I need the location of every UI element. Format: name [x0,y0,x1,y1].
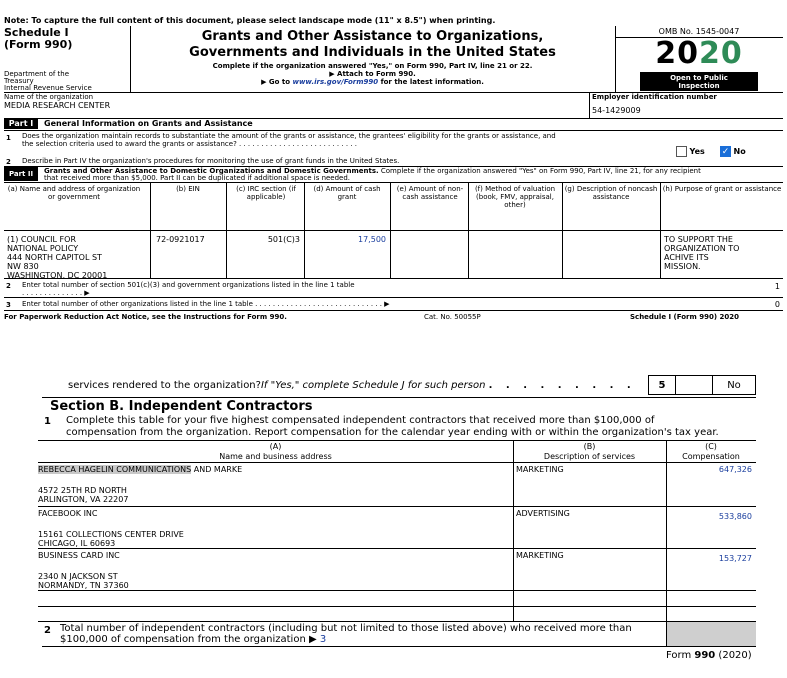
yes-checkbox[interactable] [676,146,687,157]
q1-no-option[interactable]: ✓ No [721,147,746,157]
part-ii-title: Grants and Other Assistance to Domestic Organizations and Domestic Governments. Complete if the organization answered "Yes" on Form 990, Part IV, line 21, for any recipient [44,167,701,175]
q1-text-a: Does the organization maintain records to substantiate the amount of the grants or assistance, the grantees' eligibility for the grants or assistance, and [22,132,556,140]
line2-text: Enter total number of section 501(c)(3) and government organizations listed in the line 1 table [22,281,355,289]
svc-question: services rendered to the organization?If "Yes," complete Schedule J for such person . . . . . . . . . [68,380,636,391]
omb-number: OMB No. 1545-0047 [658,27,740,36]
form-label: (Form 990) [4,38,73,51]
ein-label: Employer identification number [592,93,717,101]
catalog-number: Cat. No. 50055P [424,313,481,321]
col-header-b: (b) EIN [176,185,200,193]
contractor-compensation: 533,860 [718,512,752,521]
col-header-g: (g) Description of noncash assistance [564,185,658,201]
grant-row-recipient: (1) COUNCIL FOR NATIONAL POLICY 444 NORTH CAPITOL ST NW 830 WASHINGTON, DC 20001 [7,235,108,280]
contractor-address-2: CHICAGO, IL 60693 [38,539,116,548]
line3-value: 0 [774,300,780,309]
tax-year: 2020 [655,36,743,71]
form-subtitle-1: Complete if the organization answered "Yes," on Form 990, Part IV, line 21 or 22. [212,62,533,70]
form-title-2: Governments and Individuals in the United States [189,45,556,60]
col-header-h: (h) Purpose of grant or assistance [662,185,782,193]
b2-value: 3 [319,634,327,645]
grant-row-irc: 501(C)3 [267,235,300,244]
form-subtitle-2: ▶ Attach to Form 990. [329,70,416,78]
contractor-service: MARKETING [516,465,564,474]
contractor-address-1: 2340 N JACKSON ST [38,572,118,581]
grant-row-cash: 17,500 [358,235,386,244]
contractor-address-2: ARLINGTON, VA 22207 [38,495,129,504]
contractor-address-1: 4572 25TH RD NORTH [38,486,127,495]
contractor-compensation: 153,727 [718,554,752,563]
no-checkbox[interactable]: ✓ [721,147,730,157]
part-ii-tag: Part II [4,167,38,181]
col-header-d: (d) Amount of cash grant [313,185,381,201]
line2-dots: . . . . . . . . . . . . . . ▶ [22,289,90,297]
contractor-address-2: NORMANDY, TN 37360 [38,581,129,590]
contractor-address-1: 15161 COLLECTIONS CENTER DRIVE [38,530,184,539]
part-i-tag: Part I [4,119,38,129]
dept-line-1: Department of the [4,70,70,78]
contractor-name: FACEBOOK INC [38,509,98,518]
b1-number: 1 [44,416,51,427]
col-a-subheader: Name and business address [219,452,332,461]
col-b-subheader: Description of services [543,452,636,461]
form-title-1: Grants and Other Assistance to Organizations, [201,29,544,44]
line5-answer: No [712,375,756,395]
open-to-public-badge: Open to Public Inspection [640,72,758,91]
b1-text-a: Complete this table for your five highest compensated independent contractors that received more than $100,000 of [66,415,655,426]
q2-number: 2 [6,158,11,166]
contractor-compensation: 647,326 [718,465,752,474]
schedule-label: Schedule I [4,26,69,39]
form-footer: Form 990 (2020) [666,650,752,661]
contractor-name: REBECCA HAGELIN COMMUNICATIONS AND MARKE [38,465,243,474]
line2-number: 2 [6,282,11,290]
paperwork-notice: For Paperwork Reduction Act Notice, see the Instructions for Form 990. [4,313,287,321]
grant-row-purpose: TO SUPPORT THE ORGANIZATION TO ACHIVE ITS MISSION. [664,235,740,271]
irs-link[interactable]: www.irs.gov/Form990 [292,78,379,86]
org-name: MEDIA RESEARCH CENTER [4,101,111,110]
q1-yes-option[interactable]: Yes [676,146,705,157]
col-a-header: (A) [269,442,282,451]
grants-table [4,182,783,278]
col-header-a: (a) Name and address of organization or government [7,185,141,201]
col-header-c: (c) IRC section (if applicable) [236,185,296,201]
col-b-header: (B) [583,442,596,451]
b2-text-a: Total number of independent contractors (including but not limited to those listed above) who received more than [60,623,632,634]
contractor-name: BUSINESS CARD INC [38,551,120,560]
q2-text: Describe in Part IV the organization's procedures for monitoring the use of grant funds in the United States. [22,157,400,165]
grant-row-ein: 72-0921017 [156,235,205,244]
q1-number: 1 [6,134,11,142]
contractor-service: MARKETING [516,551,564,560]
col-c-subheader: Compensation [682,452,740,461]
section-b-title: Section B. Independent Contractors [50,399,313,414]
line3-text: Enter total number of other organizations listed in the line 1 table . . . . . . . . . . . . . . . . . . . . . . . . . . . . . ▶ [22,300,390,308]
q1-text-b: the selection criteria used to award the grants or assistance? . . . . . . . . . . . . . . . . . . . . . . . . . . . [22,140,357,148]
col-header-e: (e) Amount of non-cash assistance [396,185,464,201]
line2-value: 1 [774,282,780,291]
part-i-title: General Information on Grants and Assistance [44,119,253,128]
contractor-service: ADVERTISING [516,509,570,518]
form-subtitle-3: ▶ Go to www.irs.gov/Form990 for the latest information. [261,78,484,86]
b1-text-b: compensation from the organization. Report compensation for the calendar year ending with or within the organization's tax year. [66,427,719,438]
schedule-footer: Schedule I (Form 990) 2020 [630,313,739,321]
org-name-label: Name of the organization [4,93,94,101]
col-header-f: (f) Method of valuation (book, FMV, appraisal, other) [474,185,556,209]
print-note: Note: To capture the full content of this document, please select landscape mode (11" x 8.5") when printing. [4,16,496,25]
part-ii-title-2: that received more than $5,000. Part II can be duplicated if additional space is needed. [44,174,351,182]
b2-number: 2 [44,625,51,636]
line5-number: 5 [648,375,676,395]
contractors-table [38,440,756,622]
line3-number: 3 [6,301,11,309]
org-ein: 54-1429009 [592,106,641,115]
contractor-row [38,509,508,548]
contractor-row [38,465,508,504]
b2-text-b: $100,000 of compensation from the organization ▶ 3 [60,634,327,645]
contractor-row [38,551,508,590]
b2-shaded-cell [666,622,756,646]
dept-line-2: Treasury [4,77,34,85]
col-c-header: (C) [705,442,717,451]
dept-line-3: Internal Revenue Service [4,84,92,92]
